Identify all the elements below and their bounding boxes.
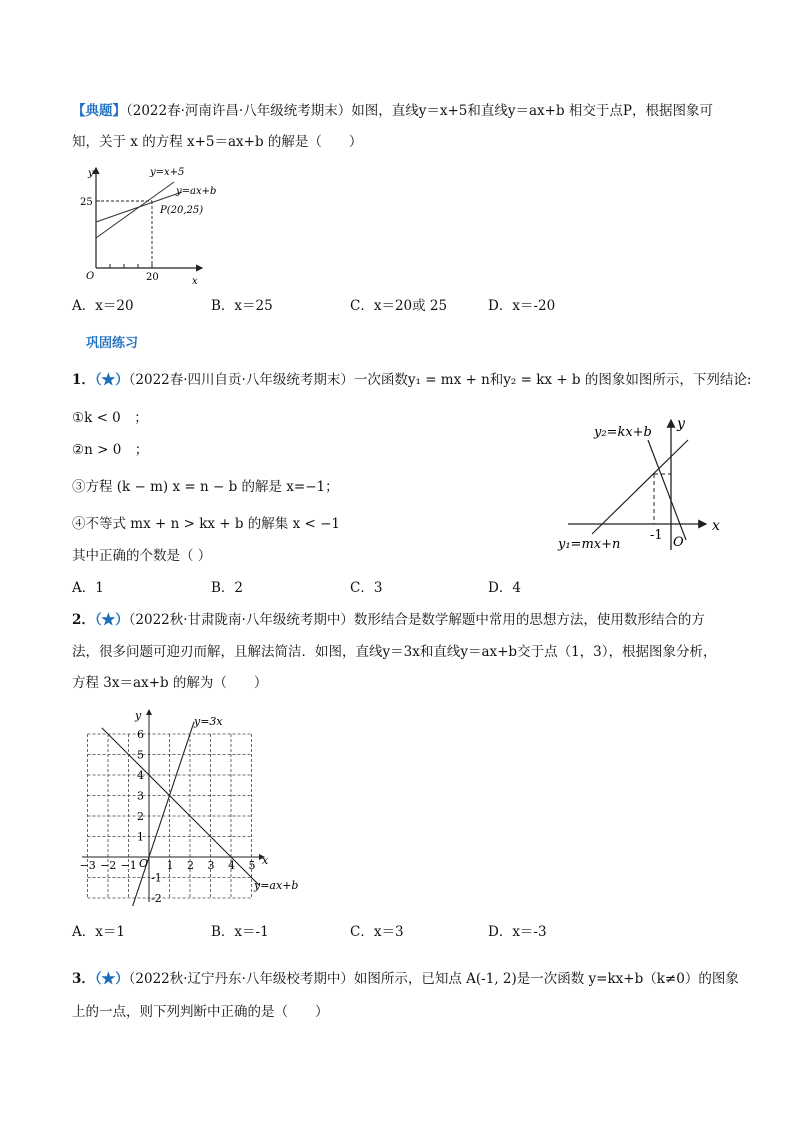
- q2-xtick: 4: [228, 859, 235, 872]
- q1-tick: -1: [650, 528, 663, 543]
- q2-star: （★）: [94, 612, 129, 628]
- q2-ytick: 6: [137, 728, 144, 741]
- q2-ytick: 4: [137, 769, 144, 782]
- q3-star: （★）: [94, 971, 129, 987]
- q1-text: 一次函数y₁ = mx + n和y₂ = kx + b 的图象如图所示，下列结论:: [353, 372, 752, 388]
- q0-line-2: 知，关于 x 的方程 x+5＝ax+b 的解是（ ）: [72, 134, 363, 150]
- q2-option-a: A．x＝1: [72, 924, 125, 940]
- q2-line-1: [72, 610, 705, 630]
- q0-tick-x: 20: [146, 272, 159, 283]
- q1-source: （2022春·四川自贡·八年级统考期末）: [128, 372, 354, 388]
- q2-line-3: 方程 3x＝ax+b 的解为（ ）: [72, 675, 268, 691]
- q0-option-d: D．x＝-20: [488, 298, 556, 314]
- q2-ytick: 2: [137, 810, 144, 823]
- q2-option-b: B．x＝-1: [211, 924, 269, 940]
- q2-xtick: 3: [207, 859, 215, 872]
- q1-star: （★）: [94, 372, 129, 388]
- q1-item-1: ①k < 0 ；: [72, 410, 148, 426]
- q1-number: 1．: [72, 372, 95, 388]
- q3-number: 3．: [72, 971, 95, 987]
- q0-text-1: 如图，直线y＝x+5和直线y＝ax+b 相交于点P，根据图象可: [351, 103, 713, 119]
- q2-label-line1: y=3x: [194, 715, 223, 728]
- q2-ytick: 1: [137, 830, 144, 844]
- q3-source: （2022秋·辽宁丹东·八年级校考期中）: [128, 971, 354, 987]
- q2-option-c: C．x＝3: [350, 924, 404, 940]
- q0-label-x: x: [192, 276, 198, 287]
- q1-option-c: C．3: [350, 580, 383, 596]
- q2-label-x: x: [262, 854, 269, 867]
- q2-option-d: D．x＝-3: [488, 924, 547, 940]
- q2-ytick: 5: [137, 748, 144, 762]
- q3-line-1: [72, 969, 739, 989]
- q1-item-3: ③方程 (k − m) x = n − b 的解是 x=−1；: [72, 479, 339, 495]
- q1-line-y1: [592, 440, 688, 534]
- q0-label-line2: y=ax+b: [176, 186, 217, 197]
- q2-xtick: 2: [187, 859, 194, 872]
- q3-text-1: 如图所示，已知点 A(-1, 2)是一次函数 y=kx+b（k≠0）的图象: [353, 971, 739, 987]
- q1-item-2: ②n > 0 ；: [72, 442, 149, 458]
- q0-source: （2022春·河南许昌·八年级统考期末）: [126, 103, 352, 119]
- q2-figure: [72, 706, 302, 906]
- q2-label-y: y: [135, 709, 142, 722]
- q0-option-b: B．x＝25: [211, 298, 273, 314]
- q2-text-1: 数形结合是数学解题中常用的思想方法，使用数形结合的方: [353, 612, 705, 628]
- section-title: 巩固练习: [86, 336, 139, 351]
- q1-label-origin: O: [673, 535, 684, 550]
- q0-tag: 【典题】: [72, 103, 126, 119]
- q2-ytick: -2: [151, 892, 162, 905]
- q2-source: （2022秋·甘肃陇南·八年级统考期中）: [128, 612, 354, 628]
- q2-label-line2: y=ax+b: [254, 879, 299, 892]
- q0-label-y: y: [88, 168, 94, 179]
- q1-line-1: [72, 370, 751, 390]
- q1-item-4: ④不等式 mx + n > kx + b 的解集 x < −1: [72, 516, 341, 532]
- q0-tick-y: 25: [80, 197, 93, 208]
- q1-label-x: x: [712, 518, 720, 534]
- q2-ytick: -1: [151, 871, 162, 885]
- q0-option-a: A．x＝20: [72, 298, 134, 314]
- q0-label-point: P(20,25): [160, 205, 204, 216]
- q2-xtick: −2: [100, 859, 117, 872]
- q2-number: 2．: [72, 612, 95, 628]
- q1-option-b: B．2: [211, 580, 244, 596]
- q0-figure: [74, 160, 244, 288]
- q2-label-origin: O: [139, 857, 149, 870]
- q2-grid: [88, 734, 252, 898]
- q0-line-1: [72, 101, 713, 121]
- q3-line-2: 上的一点，则下列判断中正确的是（ ）: [72, 1004, 329, 1020]
- q1-ask: 其中正确的个数是（ ）: [72, 548, 212, 564]
- q1-label-y1: y₁=mx+n: [558, 537, 621, 552]
- q1-figure: [556, 410, 736, 560]
- q2-ytick: 3: [137, 789, 144, 803]
- q0-label-line1: y=x+5: [150, 167, 185, 178]
- q2-xtick: 5: [248, 859, 256, 872]
- q2-xtick: 1: [166, 859, 174, 872]
- q1-option-d: D．4: [488, 580, 521, 596]
- q2-xtick: −3: [79, 859, 96, 872]
- q0-option-c: C．x＝20或 25: [350, 298, 448, 314]
- q2-xtick: −1: [120, 859, 137, 872]
- q1-option-a: A．1: [72, 580, 104, 596]
- q1-label-y: y: [677, 416, 685, 432]
- q1-label-y2: y₂=kx+b: [594, 425, 652, 440]
- q2-x-ticks: [80, 859, 256, 872]
- q0-label-origin: O: [86, 271, 95, 282]
- q2-line-2: 法，很多问题可迎刃而解，且解法简洁．如图，直线y＝3x和直线y＝ax+b交于点（1，3），根据图象分析，: [72, 644, 717, 660]
